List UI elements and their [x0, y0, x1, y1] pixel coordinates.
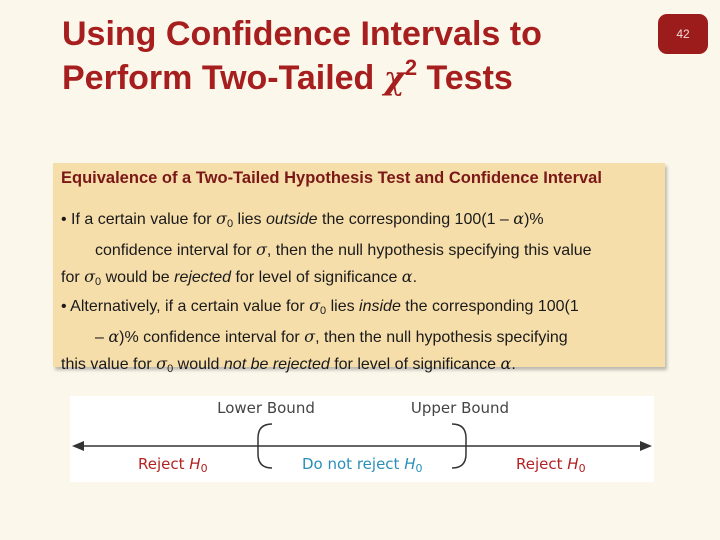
para1-line3: for $\sigma_0$ would be rejected for level of significance α.	[61, 267, 418, 288]
interval-diagram	[70, 396, 654, 482]
left-arrowhead-icon	[72, 441, 84, 451]
reject-left-label: Reject $H_0$	[138, 455, 208, 475]
lower-bound-label: Lower Bound	[217, 399, 315, 417]
chi-exponent: 2	[404, 55, 418, 80]
para2-line1: • Alternatively, if a certain value for $\sigma_0$ lies inside the corresponding 100(1	[61, 296, 579, 317]
title-line-2	[62, 56, 622, 100]
emphasis-rejected: rejected	[174, 269, 232, 286]
title-text-end: Tests	[417, 59, 513, 97]
paragraph-outside	[61, 206, 661, 295]
emphasis-not-rejected: not be rejected	[223, 356, 330, 373]
paragraph-inside	[61, 293, 661, 382]
do-not-reject-label: Do not reject $H_0$	[302, 455, 423, 475]
emphasis-inside: inside	[359, 298, 401, 315]
chi-symbol: χ	[383, 59, 405, 97]
page-number-badge: 42	[658, 14, 708, 54]
definition-box	[53, 163, 665, 375]
slide-title	[62, 12, 622, 100]
para1-line2: confidence interval for σ, then the null hypothesis specifying this value	[95, 240, 592, 259]
title-line-1: Using Confidence Intervals to	[62, 15, 542, 53]
emphasis-outside: outside	[265, 211, 318, 228]
para1-line1: • If a certain value for $\sigma_0$ lies outside the corresponding 100(1 – α)%	[61, 209, 544, 230]
reject-right-label: Reject $H_0$	[516, 455, 586, 475]
upper-bound-label: Upper Bound	[410, 399, 510, 417]
box-heading: Equivalence of a Two-Tailed Hypothesis Test and Confidence Interval	[61, 169, 602, 187]
right-arrowhead-icon	[640, 441, 652, 451]
title-text: Perform Two-Tailed	[62, 59, 384, 97]
para2-line2: – α)% confidence interval for σ, then the null hypothesis specifying	[95, 327, 568, 346]
sigma-symbol: σ	[216, 209, 227, 228]
para2-line3: this value for $\sigma_0$ would not be rejected for level of significance α.	[61, 354, 516, 375]
